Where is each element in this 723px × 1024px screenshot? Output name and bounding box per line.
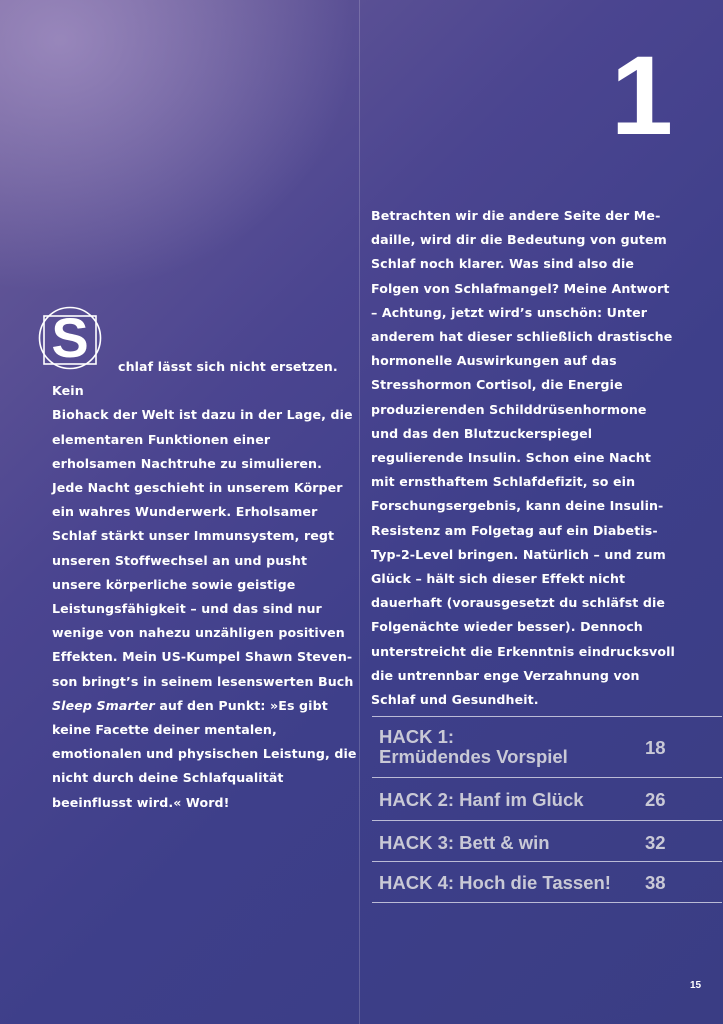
paragraph-text-a: Biohack der Welt ist dazu in der Lage, die elementaren Funktionen einer erholsamen Nachtruhe zu simulieren. Jede Nacht geschieht in unserem Körper ein wahres Wunderwerk. Erholsamer Schlaf stärkt unser Immunsystem, regt unseren Stoffwechsel an und pusht unsere körperliche sowie geistige Leistungsfähigkeit – und das sind nur wenige von nahezu unzähligen positiven Effekten. Mein US-Kumpel Shawn Stevenson bringt’s in seinem lesenswerten Buch [52, 407, 354, 689]
table-of-contents [372, 716, 722, 903]
toc-row-hack-3[interactable] [372, 820, 722, 861]
toc-page-number: 32 [645, 832, 666, 853]
page-number: 15 [690, 980, 702, 991]
toc-page-number: 18 [645, 737, 666, 758]
first-line: chlaf lässt sich nicht ersetzen. Kein [52, 359, 338, 399]
toc-title-line-2: Ermüdendes Vorspiel [379, 746, 568, 767]
left-column-text [52, 355, 357, 815]
toc-row-hack-1[interactable] [372, 716, 722, 777]
toc-row-hack-2[interactable] [372, 777, 722, 820]
right-column-text: Betrachten wir die andere Seite der Medaille, wird dir die Bedeutung von gutem Schlaf noch klarer. Was sind also die Folgen von Schlafmangel? Meine Antwort – Achtung, jetzt wird’s unschön: Unter anderem hat dieser schließlich drastische hormonelle Auswirkungen auf das Stresshormon Cortisol, die Energie produzierenden Schilddrüsenhormone und das den Blutzuckerspiegel regulierende Insulin. Schon eine Nacht mit ernsthaftem Schlafdefizit, so ein Forschungsergebnis, kann deine Insulin-Resistenz am Folgetag auf ein Diabetis-Typ-2-Level bringen. Natürlich – und zum Glück – hält sich dieser Effekt nicht dauerhaft (vorausgesetzt du schläfst die Folgenächte wieder besser). Dennoch unterstreicht die Erkenntnis eindrucksvoll die untrennbar enge Verzahnung von Schlaf und Gesundheit. [371, 208, 675, 708]
toc-title-line-1: HACK 1: [379, 726, 455, 747]
toc-row-hack-4[interactable] [372, 861, 722, 903]
toc-page-number: 26 [645, 789, 666, 810]
book-title: Sleep Smarter [52, 697, 155, 713]
toc-page-number: 38 [645, 872, 666, 893]
toc-title: HACK 4: Hoch die Tassen! [379, 872, 611, 893]
toc-title [379, 727, 568, 767]
chapter-number: 1 [610, 33, 673, 158]
toc-title: HACK 3: Bett & win [379, 832, 550, 853]
page-fold-line [359, 0, 360, 1024]
toc-title: HACK 2: Hanf im Glück [379, 789, 584, 810]
dropcap-letter: S [51, 306, 89, 369]
paragraph-text-b: auf den Punkt: »Es gibt keine Facette deiner mentalen, emotionalen und physischen Leistung, die nicht durch deine Schlafqualität beeinflusst wird.« Word! [52, 697, 357, 810]
